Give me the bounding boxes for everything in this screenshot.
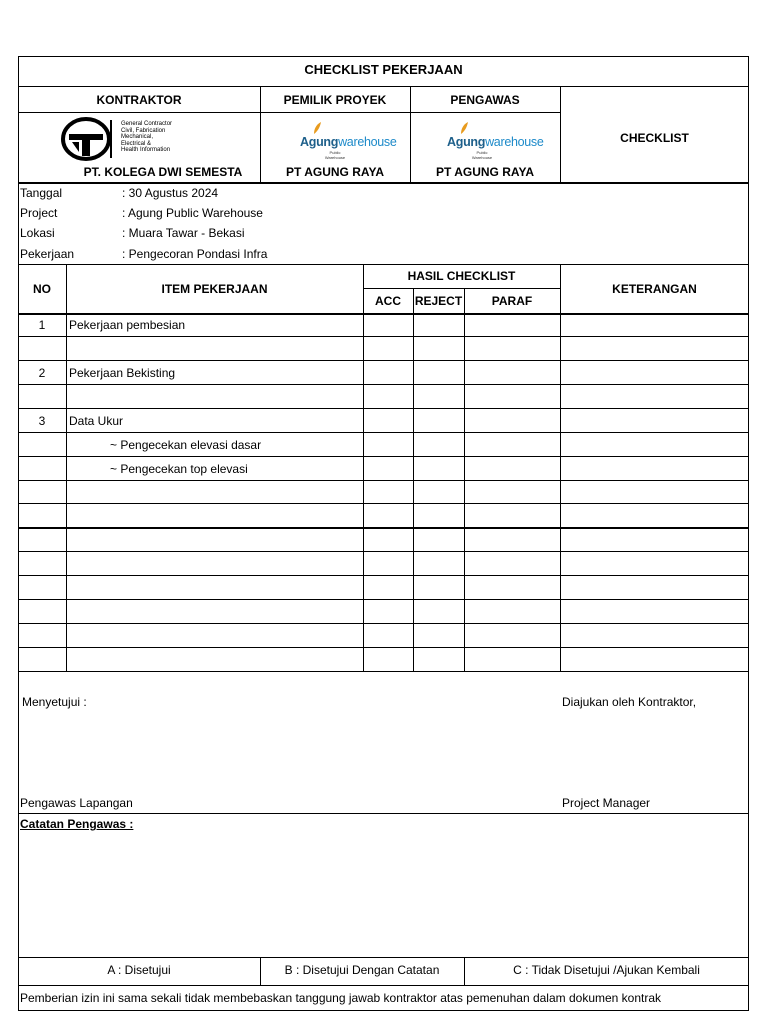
checklist-header: CHECKLIST [620, 131, 689, 145]
pengawas-name: PT AGUNG RAYA [435, 165, 535, 179]
pengawas-logo-sub-2: Warehouse [471, 154, 493, 160]
paraf-header: PARAF [491, 294, 533, 308]
row-no: 1 [38, 318, 46, 332]
pekerjaan-value: : Pengecoran Pondasi Infra [122, 247, 268, 261]
item-pekerjaan-header: ITEM PEKERJAAN [161, 282, 268, 296]
kontraktor-logo-line-2: Civil, Fabrication [121, 127, 166, 134]
row-item: Pekerjaan Bekisting [69, 366, 176, 380]
tanggal-label: Tanggal [20, 186, 63, 200]
acc-header: ACC [375, 294, 401, 308]
pengawas-logo-sub-1: Public [476, 150, 488, 155]
pengawas-lapangan-label: Pengawas Lapangan [20, 796, 133, 810]
menyetujui-label: Menyetujui : [22, 695, 87, 709]
tanggal-value: : 30 Agustus 2024 [122, 186, 219, 200]
pemilik-logo-sub-1: Public [329, 150, 341, 155]
kontraktor-name: PT. KOLEGA DWI SEMESTA [83, 165, 243, 179]
pemilik-proyek-header: PEMILIK PROYEK [283, 93, 387, 107]
pemilik-logo-text: Agungwarehouse [300, 135, 397, 149]
catatan-pengawas-label: Catatan Pengawas : [20, 817, 134, 831]
document-title: CHECKLIST PEKERJAAN [304, 62, 463, 77]
kontraktor-header: KONTRAKTOR [96, 93, 182, 107]
row-item: Pekerjaan pembesian [69, 318, 186, 332]
pengawas-logo-text: Agungwarehouse [447, 135, 544, 149]
leaf-icon [459, 122, 469, 134]
pekerjaan-label: Pekerjaan [20, 247, 75, 261]
legend-c: C : Tidak Disetujui /Ajukan Kembali [513, 963, 700, 977]
kontraktor-logo-line-1: General Contractor [121, 121, 173, 127]
footer-note: Pemberian izin ini sama sekali tidak membebaskan tanggung jawab kontraktor atas pemenuhan dalam dokumen kontrak [20, 991, 662, 1005]
legend-b: B : Disetujui Dengan Catatan [284, 963, 440, 977]
project-manager-label: Project Manager [562, 796, 651, 810]
legend-a: A : Disetujui [107, 963, 171, 977]
pemilik-logo-sub-2: Warehouse [324, 154, 346, 160]
project-value: : Agung Public Warehouse [122, 206, 263, 220]
pemilik-name: PT AGUNG RAYA [285, 165, 385, 179]
reject-header: REJECT [414, 294, 463, 308]
kontraktor-logo-line-5: Health Information [121, 147, 171, 153]
leaf-icon [312, 122, 322, 134]
row-item: ~ Pengecekan elevasi dasar [110, 438, 262, 452]
lokasi-label: Lokasi [20, 226, 55, 240]
keterangan-header: KETERANGAN [612, 282, 697, 296]
row-item: ~ Pengecekan top elevasi [110, 462, 248, 476]
lokasi-value: : Muara Tawar - Bekasi [122, 226, 245, 240]
kontraktor-logo-line-4: Electrical & [121, 140, 152, 147]
kds-logo-icon [61, 116, 113, 162]
diajukan-label: Diajukan oleh Kontraktor, [562, 695, 697, 709]
row-item: Data Ukur [69, 414, 124, 428]
row-no: 3 [38, 414, 46, 428]
project-label: Project [20, 206, 58, 220]
kontraktor-logo-line-3: Mechanical, [121, 134, 154, 140]
row-no: 2 [38, 366, 46, 380]
hasil-checklist-header: HASIL CHECKLIST [407, 269, 516, 283]
pengawas-header: PENGAWAS [450, 93, 520, 107]
no-header: NO [33, 282, 51, 296]
